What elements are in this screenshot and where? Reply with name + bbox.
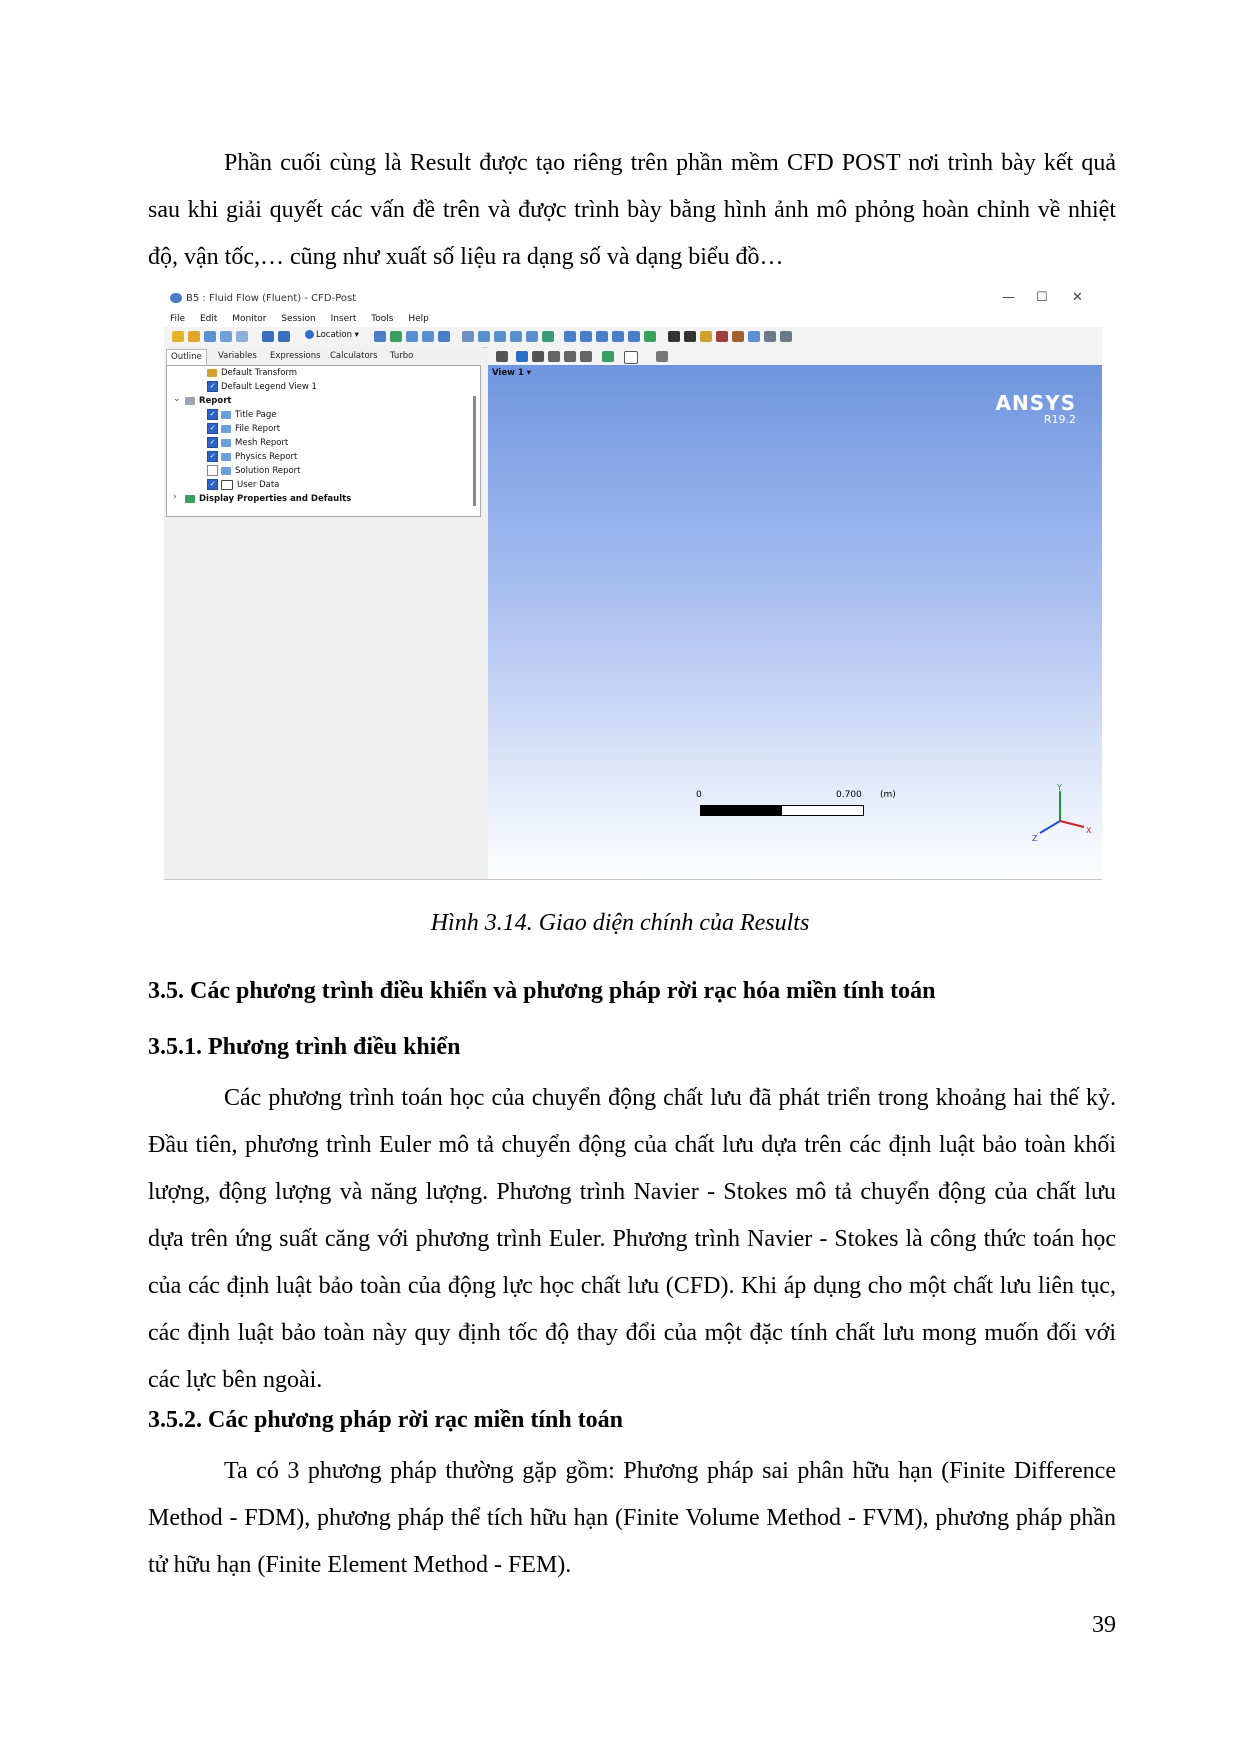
variable-icon[interactable] <box>564 331 576 342</box>
tree-label: File Report <box>235 424 281 434</box>
maximize-button[interactable]: ☐ <box>1036 290 1048 305</box>
ansys-logo: ANSYS <box>995 391 1076 415</box>
scale-bar <box>700 805 864 816</box>
tab-calculators[interactable]: Calculators <box>330 351 378 361</box>
window-titlebar <box>164 287 1102 311</box>
intro-paragraph: Phần cuối cùng là Result được tạo riêng trên phần mềm CFD POST nơi trình bày kết quả sau khi giải quyết các vấn đề trên và được trình bày bằng hình ảnh mô phỏng hoàn chỉnh về nhiệt độ, vận tốc,… cũng như xuất số liệu ra dạng số và dạng biểu đồ… <box>148 150 1116 270</box>
tree-item-title-page[interactable] <box>207 408 277 422</box>
cfd-post-screenshot <box>164 287 1102 880</box>
tree-item-user-data[interactable] <box>207 478 279 492</box>
tree-label: Display Properties and Defaults <box>199 494 352 504</box>
volume-rendering-icon[interactable] <box>438 331 450 342</box>
axis-triad-icon <box>1028 783 1098 845</box>
main-toolbar <box>164 327 1102 348</box>
menu-edit[interactable]: Edit <box>199 314 218 324</box>
animation-icon[interactable] <box>684 331 696 342</box>
tab-variables[interactable]: Variables <box>218 351 257 361</box>
report-item-icon <box>221 425 231 433</box>
location-dropdown[interactable] <box>302 330 362 343</box>
streamline-icon[interactable] <box>406 331 418 342</box>
checkbox[interactable]: ✓ <box>207 423 218 434</box>
report-item-icon <box>221 411 231 419</box>
command-editor-icon[interactable] <box>780 331 792 342</box>
detach-viewer-icon[interactable] <box>656 351 668 362</box>
macro-calculator-icon[interactable] <box>748 331 760 342</box>
tree-item-display-properties[interactable] <box>185 492 351 506</box>
checkbox[interactable]: ✓ <box>207 479 218 490</box>
3d-viewport[interactable] <box>488 365 1102 879</box>
menu-tools[interactable]: Tools <box>371 314 394 324</box>
comment-icon[interactable] <box>628 331 640 342</box>
legend-icon[interactable] <box>494 331 506 342</box>
tree-label: Mesh Report <box>235 438 289 448</box>
user-data-icon <box>221 480 233 490</box>
heading-3-5: 3.5. Các phương trình điều khiển và phương pháp rời rạc hóa miền tính toán <box>148 978 936 1004</box>
zoom-box-icon[interactable] <box>564 351 576 362</box>
tab-outline[interactable]: Outline <box>166 349 207 365</box>
probe-icon[interactable] <box>716 331 728 342</box>
menu-help[interactable]: Help <box>408 314 429 324</box>
checkbox[interactable] <box>207 465 218 476</box>
tree-label: Physics Report <box>235 452 298 462</box>
color-map-icon[interactable] <box>542 331 554 342</box>
outline-panel <box>164 347 482 879</box>
view-selector[interactable]: View 1 ▾ <box>492 368 532 378</box>
version-label: R19.2 <box>1043 413 1076 426</box>
tree-item-physics-report[interactable] <box>207 450 297 464</box>
new-file-icon[interactable] <box>172 331 184 342</box>
viewport-layout-icon[interactable] <box>624 351 638 364</box>
clip-plane-icon[interactable] <box>526 331 538 342</box>
heading-3-5-1: 3.5.1. Phương trình điều khiển <box>148 1034 461 1060</box>
tree-label: Default Transform <box>221 368 298 378</box>
select-icon[interactable] <box>496 351 508 362</box>
figure-caption: Hình 3.14. Giao diện chính của Results <box>430 910 810 936</box>
display-properties-icon <box>185 495 195 503</box>
tree-label: Title Page <box>235 410 277 420</box>
chevron-down-icon[interactable]: ⌄ <box>173 394 181 404</box>
axis-z-label: Z <box>1032 834 1038 843</box>
scale-unit: (m) <box>880 790 896 800</box>
viewer-area <box>488 347 1102 879</box>
tree-item-report[interactable] <box>185 394 232 408</box>
pan-icon[interactable] <box>532 351 544 362</box>
function-calculator-icon[interactable] <box>732 331 744 342</box>
checkbox[interactable]: ✓ <box>207 381 218 392</box>
tree-label: User Data <box>237 480 280 490</box>
tree-label: Report <box>199 396 232 406</box>
paragraph-3-5-2: Ta có 3 phương pháp thường gặp gồm: Phương pháp sai phân hữu hạn (Finite Difference Method - FDM), phương pháp thể tích hữu hạn (Finite Volume Method - FVM), phương pháp phần tử hữu hạn (Finite Element Method - FEM). <box>148 1458 1116 1578</box>
menu-session[interactable]: Session <box>281 314 316 324</box>
page-number: 39 <box>1092 1612 1116 1638</box>
toggle-axis-icon[interactable] <box>602 351 614 362</box>
outline-tree <box>166 365 481 517</box>
fit-view-icon[interactable] <box>580 351 592 362</box>
scale-value: 0.700 <box>836 790 862 800</box>
tab-expressions[interactable]: Expressions <box>270 351 321 361</box>
scale-start: 0 <box>696 790 702 800</box>
rotate-icon[interactable] <box>516 351 528 362</box>
text-icon[interactable] <box>462 331 474 342</box>
tree-item-solution-report[interactable] <box>207 464 301 478</box>
redo-icon[interactable] <box>278 331 290 342</box>
location-icon <box>305 330 314 339</box>
quick-editor-icon[interactable] <box>700 331 712 342</box>
menu-monitor[interactable]: Monitor <box>232 314 267 324</box>
instance-transform-icon[interactable] <box>510 331 522 342</box>
location-label: Location ▾ <box>316 330 359 340</box>
app-icon <box>170 293 182 303</box>
zoom-icon[interactable] <box>548 351 560 362</box>
minimize-button[interactable]: — <box>1002 290 1015 305</box>
tree-item-default-legend[interactable] <box>207 380 317 394</box>
vector-icon[interactable] <box>374 331 386 342</box>
figure-icon[interactable] <box>644 331 656 342</box>
axis-y-label: Y <box>1057 783 1062 792</box>
undo-icon[interactable] <box>262 331 274 342</box>
tree-scrollbar[interactable] <box>473 396 476 506</box>
open-file-icon[interactable] <box>188 331 200 342</box>
contour-icon[interactable] <box>390 331 402 342</box>
tab-turbo[interactable]: Turbo <box>390 351 414 361</box>
coordinate-frame-icon[interactable] <box>478 331 490 342</box>
mesh-calculator-icon[interactable] <box>764 331 776 342</box>
close-button[interactable]: ✕ <box>1072 290 1083 305</box>
menu-file[interactable]: File <box>170 314 186 324</box>
report-item-icon <box>221 467 231 475</box>
print-icon[interactable] <box>236 331 248 342</box>
viewer-toolbar <box>488 347 1102 365</box>
transform-icon <box>207 369 217 377</box>
paragraph-3-5-1: Các phương trình toán học của chuyển động chất lưu đã phát triển trong khoảng hai thế kỷ. Đầu tiên, phương trình Euler mô tả chuyển động của chất lưu dựa trên các định luật bảo toàn khối lượng, động lượng và năng lượng. Phương trình Navier - Stokes mô tả chuyển động của chất lưu dựa trên ứng suất căng với phương trình Euler. Phương trình Navier - Stokes là công thức toán học của các định luật bảo toàn của động lực học chất lưu (CFD). Khi áp dụng cho một chất lưu liên tục, các định luật bảo toàn này quy định tốc độ thay đổi của một đặc tính chất lưu mong muốn đối với các lực bên ngoài. <box>148 1085 1116 1393</box>
tree-label: Solution Report <box>235 466 301 476</box>
menu-bar <box>164 311 1102 327</box>
tree-item-file-report[interactable] <box>207 422 280 436</box>
report-item-icon <box>221 439 231 447</box>
load-results-icon[interactable] <box>204 331 216 342</box>
chart-icon[interactable] <box>612 331 624 342</box>
tree-item-mesh-report[interactable] <box>207 436 288 450</box>
timestep-icon[interactable] <box>668 331 680 342</box>
report-item-icon <box>221 453 231 461</box>
particle-track-icon[interactable] <box>422 331 434 342</box>
axis-x-label: X <box>1086 826 1092 835</box>
menu-insert[interactable]: Insert <box>330 314 357 324</box>
report-folder-icon <box>185 397 195 405</box>
chevron-right-icon[interactable]: › <box>173 492 177 502</box>
window-title: B5 : Fluid Flow (Fluent) - CFD-Post <box>186 293 357 304</box>
tree-item-default-transform[interactable] <box>207 366 297 380</box>
table-icon[interactable] <box>596 331 608 342</box>
checkbox[interactable]: ✓ <box>207 451 218 462</box>
tree-label: Default Legend View 1 <box>221 382 317 392</box>
heading-3-5-2: 3.5.2. Các phương pháp rời rạc miền tính toán <box>148 1407 624 1433</box>
checkbox[interactable]: ✓ <box>207 409 218 420</box>
checkbox[interactable]: ✓ <box>207 437 218 448</box>
expression-icon[interactable] <box>580 331 592 342</box>
save-icon[interactable] <box>220 331 232 342</box>
